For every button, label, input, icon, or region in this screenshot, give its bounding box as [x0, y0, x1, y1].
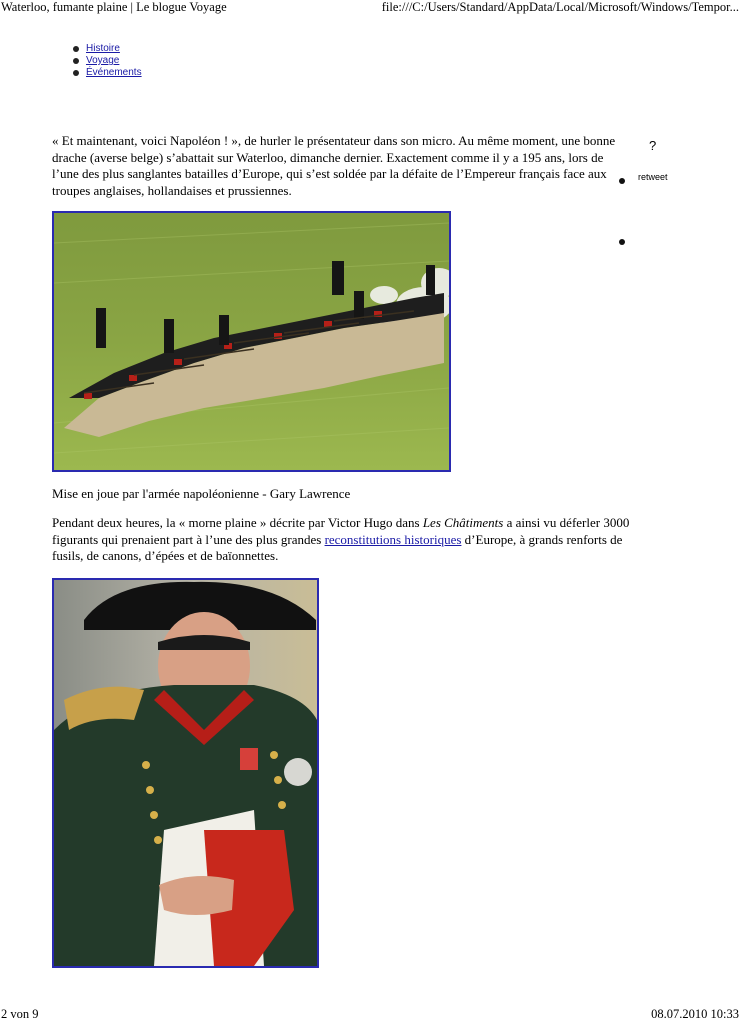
- paragraph-2-text-start: Pendant deux heures, la « morne plaine » décrite par Victor Hugo dans: [52, 515, 423, 530]
- category-item-voyage: [72, 55, 142, 67]
- category-item-evenements: [72, 67, 142, 79]
- article-paragraph-1: « Et maintenant, voici Napoléon ! », de hurler le présentateur dans son micro. Au même moment, une bonne drache (averse belge) s’abattait sur Waterloo, dimanche dernier. Exactement comme il y a 195 ans, lors de l’une des plus sanglantes batailles d’Europe, qui s’est soldée par la défaite de l’Empereur français face aux troupes anglaises, hollandaises et prussiennes.: [52, 133, 616, 198]
- share-placeholder-icon: ?: [649, 138, 657, 153]
- paragraph-2-text-middle: a ainsi vu déferler 3000 figurants qui prenaient part à l’une des plus grandes: [52, 515, 630, 547]
- bullet-icon: [619, 239, 625, 245]
- paragraph-2-text-end: d’Europe, à grands renforts de fusils, de canons, d’épées et de baïonnettes.: [52, 531, 623, 563]
- article-paragraph-2: [52, 515, 630, 565]
- print-footer-page: 2 von 9: [1, 1007, 39, 1021]
- category-link-evenements[interactable]: Événements: [86, 67, 142, 78]
- print-header-title: Waterloo, fumante plaine | Le blogue Voyage: [1, 0, 227, 14]
- retweet-link[interactable]: retweet: [638, 172, 668, 182]
- print-footer-datetime: 08.07.2010 10:33: [651, 1007, 739, 1021]
- photo-caption: Mise en joue par l'armée napoléonienne - Gary Lawrence: [52, 486, 351, 501]
- print-header-path: file:///C:/Users/Standard/AppData/Local/Microsoft/Windows/Tempor...: [381, 0, 739, 14]
- soldiers-firing-photo: [52, 211, 451, 472]
- category-item-histoire: [72, 43, 142, 55]
- category-link-voyage[interactable]: Voyage: [86, 55, 120, 66]
- category-list: [72, 43, 142, 79]
- category-link-histoire[interactable]: Histoire: [86, 43, 120, 54]
- reconstitutions-link[interactable]: reconstitutions historiques: [324, 531, 462, 547]
- napoleon-reenactor-photo: [52, 578, 319, 968]
- book-title: Les Châtiments: [422, 515, 504, 530]
